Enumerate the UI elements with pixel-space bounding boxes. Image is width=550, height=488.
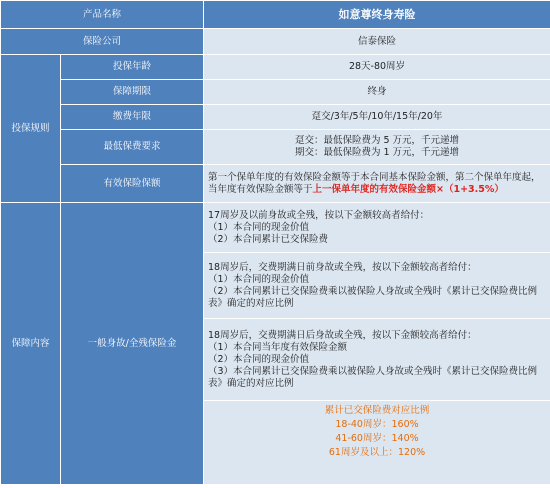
- company-label: 保险公司: [1, 29, 204, 55]
- block3-line3: （2）本合同的现金价值: [208, 353, 310, 365]
- block1-line1: 17周岁及以前身故或全残，按以下金额较高者给付：: [208, 209, 430, 221]
- header-product-name-label: 产品名称: [1, 1, 204, 29]
- age-value: 28天-80周岁: [204, 55, 550, 80]
- block2-line1: 18周岁后，交费期满日前身故或全残，按以下金额较高者给付：: [208, 261, 477, 273]
- effective-row: [1, 165, 550, 203]
- coverage-group-label: 保障内容: [1, 203, 61, 485]
- ratio-row-3: 61周岁及以上：120%: [328, 447, 426, 458]
- rules-group-label: 投保规则: [1, 55, 61, 203]
- min-premium-label: 最低保费要求: [61, 130, 204, 165]
- block3-line2: （1）本合同当年度有效保险金额: [208, 341, 348, 353]
- min-premium-value: [204, 130, 550, 165]
- ratio-title: 累计已交保险费对应比例: [324, 405, 430, 416]
- effective-line1: 第一个保单年度的有效保险金额等于本合同基本保险金额，第二个保单年度起，: [208, 171, 541, 183]
- coverage-ratio: [204, 401, 550, 485]
- coverage-block1-row: [1, 203, 550, 253]
- age-label: 投保年龄: [61, 55, 204, 80]
- effective-label: 有效保险保额: [61, 165, 204, 203]
- period-value: 终身: [204, 80, 550, 105]
- period-label: 保障期限: [61, 80, 204, 105]
- block3-line5: 表》确定的对应比例: [208, 377, 294, 389]
- ratio-row-2: 41-60周岁：140%: [335, 433, 419, 444]
- coverage-block1: [204, 203, 550, 253]
- company-value: 信泰保险: [204, 29, 550, 55]
- effective-line2-prefix: 当年度有效保险金额等于: [208, 183, 313, 195]
- coverage-block2: [204, 253, 550, 319]
- block1-line3: （2）本合同累计已交保险费: [208, 233, 329, 245]
- payment-label: 缴费年限: [61, 105, 204, 130]
- effective-line2-highlight: 上一保单年度的有效保险金额×（1+3.5%）: [312, 183, 504, 195]
- company-row: [1, 29, 550, 55]
- effective-line2: [208, 184, 548, 196]
- block2-line4: 表》确定的对应比例: [208, 297, 294, 309]
- payment-row: [1, 105, 550, 130]
- block2-line3: （2）本合同累计已交保险费乘以被保险人身故或全残时《累计已交保险费比例: [208, 285, 538, 297]
- header-row: [1, 1, 550, 29]
- effective-value: [204, 165, 550, 203]
- ratio-row-1: 18-40周岁：160%: [335, 419, 419, 430]
- block3-line4: （3）本合同累计已交保险费乘以被保险人身故或全残时《累计已交保险费比例: [208, 365, 538, 377]
- block1-line2: （1）本合同的现金价值: [208, 221, 310, 233]
- coverage-item-label: 一般身故/全残保险金: [61, 203, 204, 485]
- block2-line2: （1）本合同的现金价值: [208, 273, 310, 285]
- coverage-block3: [204, 319, 550, 401]
- payment-value: 趸交/3年/5年/10年/15年/20年: [204, 105, 550, 130]
- block3-line1: 18周岁后，交费期满日后身故或全残，按以下金额较高者给付：: [208, 329, 477, 341]
- min-premium-row: [1, 130, 550, 165]
- header-product-name-value: 如意尊终身寿险: [204, 1, 550, 29]
- min-premium-line1: 趸交：最低保险费为 5 万元，千元递增: [294, 135, 460, 146]
- period-row: [1, 80, 550, 105]
- min-premium-line2: 期交：最低保险费为 1 万元，千元递增: [294, 147, 460, 158]
- age-row: [1, 55, 550, 80]
